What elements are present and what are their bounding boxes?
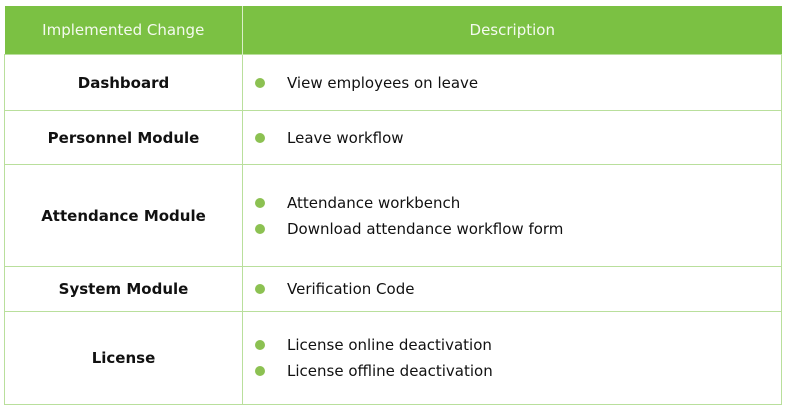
change-name: Attendance Module [5, 165, 243, 267]
item-text: License online deactivation [287, 336, 492, 354]
description-cell [243, 111, 782, 165]
bullet-icon [255, 224, 265, 234]
table-row [5, 111, 782, 165]
change-name: System Module [5, 267, 243, 312]
bullet-icon [255, 133, 265, 143]
item-text: Leave workflow [287, 128, 404, 147]
bullet-icon [255, 78, 265, 88]
list-item [255, 190, 780, 216]
changes-table [4, 6, 782, 405]
list-item [255, 332, 780, 358]
table-row [5, 267, 782, 312]
bullet-icon [255, 198, 265, 208]
item-text: License offline deactivation [287, 362, 493, 380]
table-row [5, 312, 782, 405]
bullet-icon [255, 366, 265, 376]
description-cell [243, 312, 782, 405]
description-list [255, 332, 780, 384]
item-text: Attendance workbench [287, 193, 461, 212]
list-item [255, 276, 780, 302]
table-row [5, 55, 782, 111]
description-cell [243, 267, 782, 312]
change-name: Dashboard [5, 55, 243, 111]
description-cell [243, 165, 782, 267]
list-item [255, 216, 780, 242]
list-item [255, 125, 780, 151]
change-name: License [5, 312, 243, 405]
bullet-icon [255, 340, 265, 350]
change-name: Personnel Module [5, 111, 243, 165]
list-item [255, 358, 780, 384]
description-list [255, 276, 780, 302]
item-text: Download attendance workflow form [287, 219, 564, 238]
table-row [5, 165, 782, 267]
description-list [255, 70, 780, 96]
bullet-icon [255, 284, 265, 294]
description-list [255, 125, 780, 151]
description-list [255, 190, 780, 242]
item-text: Verification Code [287, 280, 415, 298]
header-implemented-change: Implemented Change [5, 6, 243, 55]
header-description: Description [243, 6, 782, 55]
description-cell [243, 55, 782, 111]
header-row [5, 6, 782, 55]
item-text: View employees on leave [287, 73, 479, 92]
list-item [255, 70, 780, 96]
